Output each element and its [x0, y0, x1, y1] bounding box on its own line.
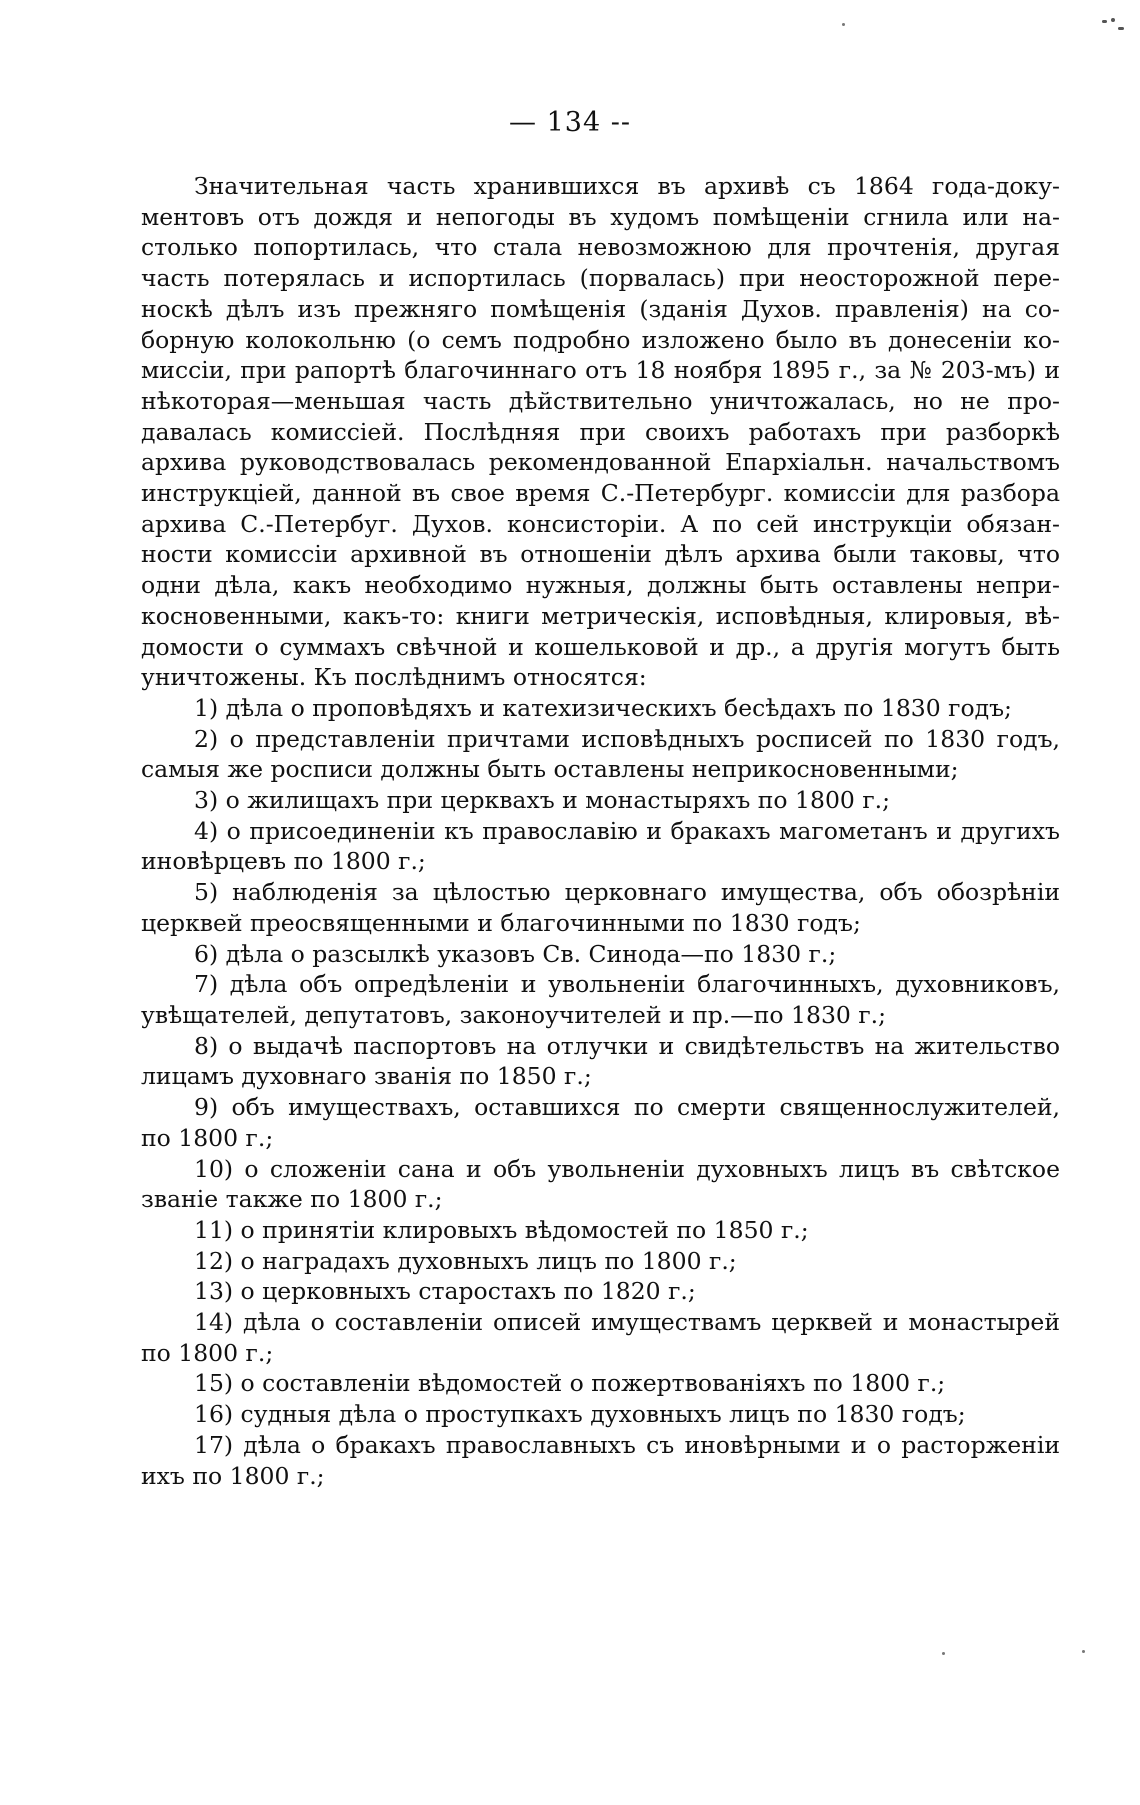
list-item: 14) дѣла о составленіи описей имуществамъ церквей и монастырей по 1800 г.;: [141, 1308, 1060, 1367]
list-item: 7) дѣла объ опредѣленіи и увольненіи благочинныхъ, духовниковъ, увѣщателей, депутатовъ, законоучителей и пр.—по 1830 г.;: [141, 970, 1060, 1029]
list-item: 11) о принятіи клировыхъ вѣдомостей по 1850 г.;: [194, 1215, 809, 1244]
list-item: 6) дѣла о разсылкѣ указовъ Св. Синода—по 1830 г.;: [194, 939, 837, 968]
page-number: — 134 --: [509, 107, 631, 138]
list-item: 15) о составленіи вѣдомостей о пожертвованіяхъ по 1800 г.;: [194, 1369, 946, 1398]
scan-speck: [842, 23, 845, 26]
intro-paragraph: Значительная часть хранившихся въ архивѣ съ 1864 года-документовъ отъ дождя и непогоды въ худомъ помѣщеніи сгнила или настолько попортилась, что стала невозможною для прочтенія, другая часть потерялась и испортилась (порвалась) при неосторожной переноскѣ дѣлъ изъ прежняго помѣщенія (зданія Духов. правленія) на соборную колокольню (о семъ подробно изложено было въ донесеніи комиссіи, при рапортѣ благочиннаго отъ 18 ноября 1895 г., за № 203-мъ) и нѣкоторая—меньшая часть дѣйствительно уничтожалась, но не продавалась комиссіей. Послѣдняя при своихъ работахъ при разборкѣ архива руководствовалась рекомендованной Епархіальн. начальствомъ инструкціей, данной въ свое время С.-Петербург. комиссіи для разбора архива С.-Петербуг. Духов. консисторіи. А по сей инструкціи обязанности комиссіи архивной въ отношеніи дѣлъ архива были таковы, что одни дѣла, какъ необходимо нужныя, должны быть оставлены неприкосновенными, какъ-то: книги метрическія, исповѣдныя, клировыя, вѣдомости о суммахъ свѣчной и кошельковой и др., а другія могутъ быть уничтожены. Къ послѣднимъ относятся:: [141, 172, 1060, 692]
scan-speck: [1082, 1650, 1085, 1653]
list-item: 4) о присоединеніи къ православію и бракахъ магометанъ и другихъ иновѣрцевъ по 1800 г.;: [141, 816, 1060, 876]
list-item: 9) объ имуществахъ, оставшихся по смерти священнослужителей, по 1800 г.;: [141, 1093, 1060, 1152]
items-list: [141, 693, 1060, 1491]
main-text: [141, 171, 1060, 1491]
scan-artifact-mark: [1098, 18, 1124, 34]
list-item: 2) о представленіи причтами исповѣдныхъ росписей по 1830 годъ, самыя же росписи должны быть оставлены неприкосновенными;: [141, 724, 1060, 784]
scan-speck: [942, 1652, 945, 1655]
list-item: 3) о жилищахъ при церквахъ и монастыряхъ по 1800 г.;: [194, 786, 891, 815]
list-item: 17) дѣла о бракахъ православныхъ съ иновѣрными и о расторженіи ихъ по 1800 г.;: [141, 1430, 1060, 1490]
list-item: 10) о сложеніи сана и объ увольненіи духовныхъ лицъ въ свѣтское званіе также по 1800 г.;: [141, 1154, 1060, 1214]
list-item: 16) судныя дѣла о проступкахъ духовныхъ лицъ по 1830 годъ;: [194, 1400, 966, 1429]
list-item: 1) дѣла о проповѣдяхъ и катехизическихъ бесѣдахъ по 1830 годъ;: [194, 693, 1012, 722]
list-item: 12) о наградахъ духовныхъ лицъ по 1800 г.;: [194, 1246, 737, 1275]
list-item: 5) наблюденія за цѣлостью церковнаго имущества, объ обозрѣніи церквей преосвященными и благочинными по 1830 годъ;: [141, 878, 1060, 937]
list-item: 8) о выдачѣ паспортовъ на отлучки и свидѣтельствъ на жительство лицамъ духовнаго званія по 1850 г.;: [141, 1031, 1060, 1091]
list-item: 13) о церковныхъ старостахъ по 1820 г.;: [194, 1277, 696, 1306]
